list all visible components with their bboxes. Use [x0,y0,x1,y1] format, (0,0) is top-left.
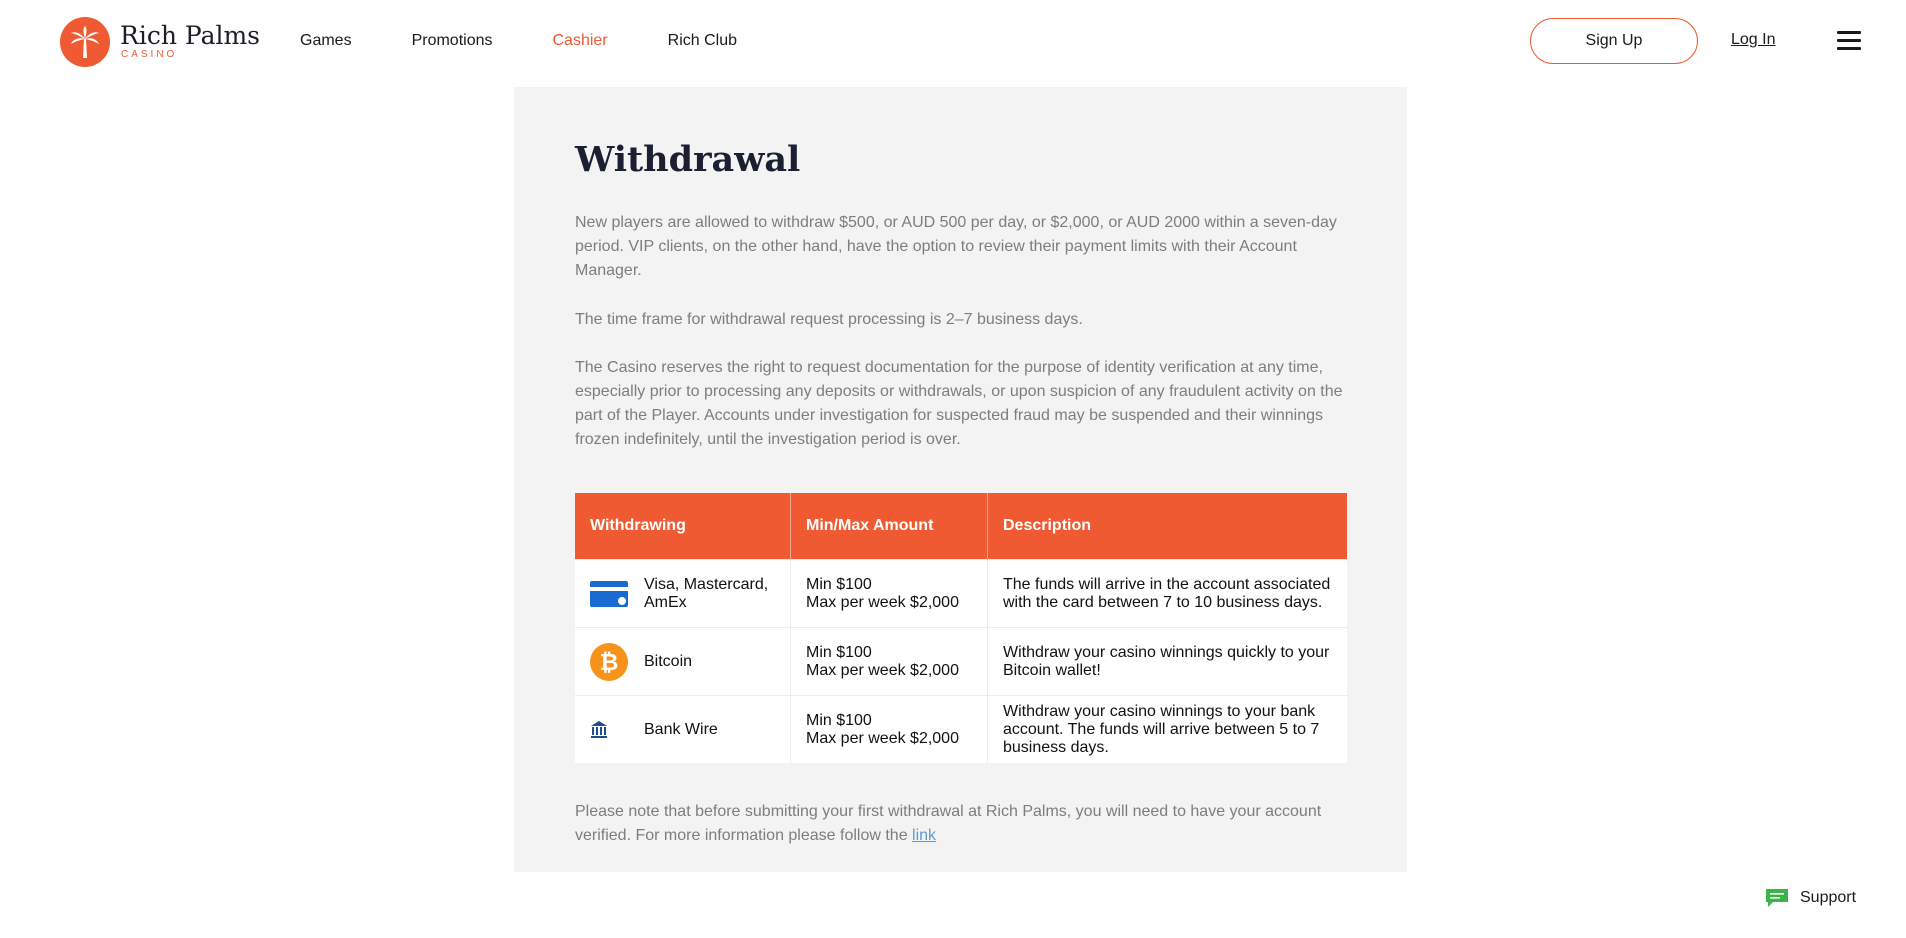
palm-logo-icon [60,17,110,67]
credit-card-icon [590,575,628,613]
main-nav [300,30,797,52]
method-description: Withdraw your casino winnings to your bank account. The funds will arrive between 5 to 7 business days. [988,696,1348,764]
method-name: Bank Wire [644,720,718,738]
note-text: Please note that before submitting your first withdrawal at Rich Palms, you will need to have your account verified. For more information please follow the [575,803,1322,844]
logo-name: Rich Palms [120,21,261,50]
withdrawal-methods-table [575,493,1347,763]
withdrawal-panel [514,87,1407,872]
bitcoin-icon [590,643,628,681]
max-amount: Max per week $2,000 [806,593,959,611]
log-in-link[interactable]: Log In [1731,31,1776,48]
bank-wire-icon [590,711,628,749]
method-description: The funds will arrive in the account associated with the card between 7 to 10 business days. [988,560,1348,628]
hamburger-menu-icon[interactable] [1837,31,1861,51]
min-amount: Min $100 [806,711,872,729]
site-header [0,0,1906,84]
support-label: Support [1800,889,1857,906]
max-amount: Max per week $2,000 [806,661,959,679]
sign-up-button[interactable]: Sign Up [1530,18,1698,64]
page-title: Withdrawal [575,139,801,180]
withdrawal-limits-paragraph: New players are allowed to withdraw $500, or AUD 500 per day, or $2,000, or AUD 2000 within a seven-day period. VIP clients, on the other hand, have the option to review their payment limits with their Account Manager. [575,214,1337,279]
chat-bubble-icon [1766,889,1788,907]
method-description: Withdraw your casino winnings quickly to your Bitcoin wallet! [988,628,1348,696]
table-row [575,628,1347,696]
method-name: Bitcoin [644,652,693,670]
svg-text:₿: ₿ [599,649,619,676]
nav-games[interactable]: Games [300,32,352,49]
verification-link[interactable]: link [912,827,937,844]
verification-note [575,800,1350,848]
header-min-max-amount: Min/Max Amount [791,493,988,560]
min-amount: Min $100 [806,575,872,593]
nav-rich-club[interactable]: Rich Club [667,32,737,49]
support-button[interactable] [1766,889,1856,907]
table-row [575,560,1347,628]
max-amount: Max per week $2,000 [806,729,959,747]
nav-cashier[interactable]: Cashier [552,32,608,49]
processing-time-paragraph: The time frame for withdrawal request processing is 2–7 business days. [575,311,1083,328]
min-amount: Min $100 [806,643,872,661]
header-withdrawing: Withdrawing [575,493,791,560]
nav-promotions[interactable]: Promotions [411,32,493,49]
header-description: Description [988,493,1348,560]
method-name: Visa, Mastercard, AmEx [644,575,769,611]
logo[interactable] [60,17,260,67]
table-row [575,696,1347,764]
logo-subtitle: CASINO [121,49,178,60]
table-header-row [575,493,1347,560]
verification-paragraph: The Casino reserves the right to request documentation for the purpose of identity verification at any time, especially prior to processing any deposits or withdrawals, or upon suspicion of any fraudulent activity on the part of the Player. Accounts under investigation for suspected fraud may be suspended and their winnings frozen indefinitely, until the investigation period is over. [575,359,1343,448]
